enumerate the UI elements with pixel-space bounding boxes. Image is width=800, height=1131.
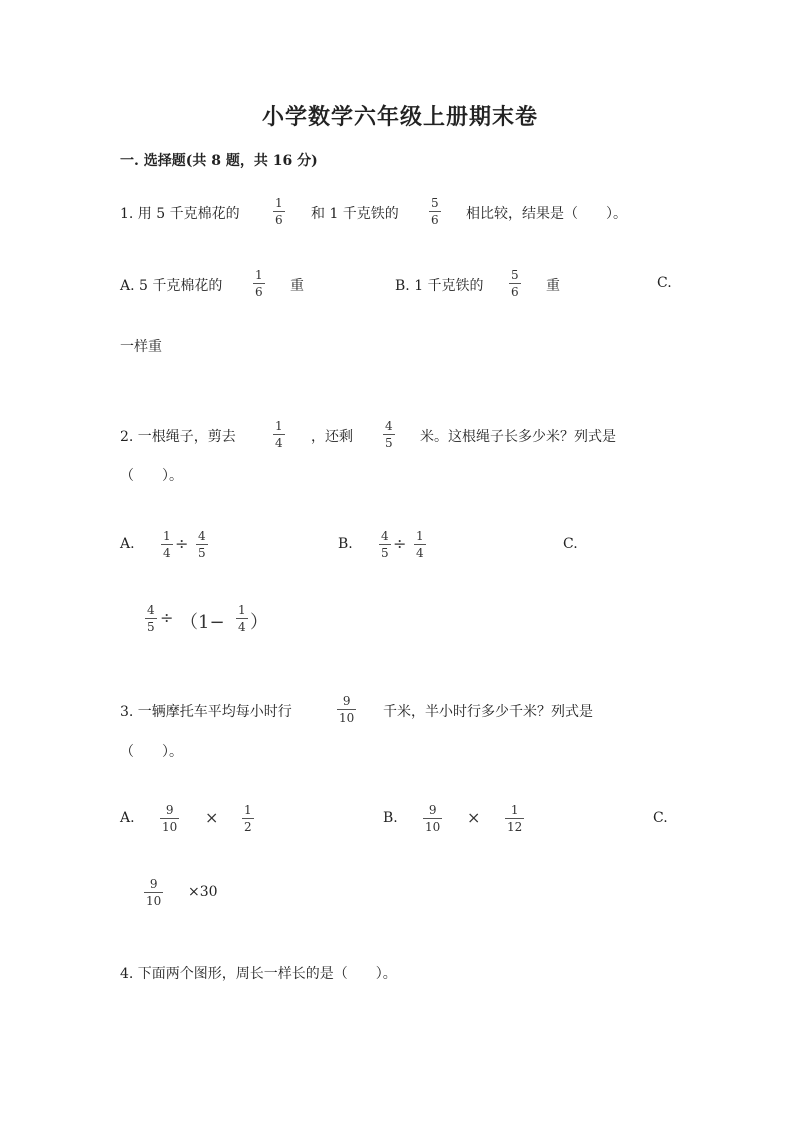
- denominator: 6: [275, 213, 283, 227]
- q1-fraction-1: [273, 197, 285, 226]
- numerator: 4: [385, 419, 393, 433]
- q2-option-a-operator: ÷: [175, 534, 189, 553]
- q3-option-a-operator: ×: [205, 808, 219, 827]
- q2-option-b-label: B.: [338, 536, 353, 552]
- q3-fraction-1: [337, 695, 356, 724]
- numerator: 1: [416, 529, 424, 543]
- denominator: 12: [507, 820, 523, 834]
- q1-text-part2: 和 1 千克铁的: [311, 206, 399, 222]
- q1-option-c-text: 一样重: [120, 339, 162, 355]
- q3-option-a-fraction-1: [160, 804, 179, 833]
- q1-text-part3: 相比较，结果是（ ）。: [466, 206, 627, 222]
- denominator: 5: [385, 436, 393, 450]
- q2-option-a-label: A.: [120, 536, 135, 552]
- q3-option-c-fraction: [144, 878, 163, 907]
- q1-option-a-tail: 重: [290, 278, 304, 294]
- denominator: 4: [163, 546, 171, 560]
- q3-option-c-tail: ×30: [188, 884, 218, 900]
- q2-option-b-fraction-2: [414, 530, 426, 559]
- numerator: 4: [147, 603, 155, 617]
- page-title: 小学数学六年级上册期末卷: [261, 104, 538, 130]
- q2-option-c-label: C.: [563, 536, 578, 552]
- q2-option-b-operator: ÷: [393, 534, 407, 553]
- denominator: 5: [381, 546, 389, 560]
- numerator: 4: [198, 529, 206, 543]
- q3-option-a-fraction-2: [242, 804, 254, 833]
- q2-fraction-2: [383, 420, 395, 449]
- denominator: 10: [162, 820, 178, 834]
- q3-option-b-operator: ×: [467, 808, 481, 827]
- q2-text-part3: 米。这根绳子长多少米？列式是: [420, 429, 616, 445]
- numerator: 9: [428, 803, 437, 817]
- numerator: 1: [275, 196, 283, 210]
- numerator: 5: [511, 268, 519, 282]
- denominator: 5: [198, 546, 206, 560]
- q3-text-part1: 3. 一辆摩托车平均每小时行: [120, 704, 292, 720]
- q2-text-part2: ，还剩: [311, 429, 353, 445]
- q2-option-c-fraction-2: [236, 604, 248, 633]
- q2-option-a-fraction-1: [161, 530, 173, 559]
- q2-text-part4: （ ）。: [120, 468, 183, 484]
- section-header: 一. 选择题(共 8 题，共 16 分): [120, 153, 318, 169]
- q3-option-b-label: B.: [383, 810, 398, 826]
- denominator: 4: [275, 436, 283, 450]
- denominator: 6: [431, 213, 439, 227]
- numerator: 4: [381, 529, 389, 543]
- numerator: 1: [275, 419, 283, 433]
- q1-option-c-label: C.: [657, 275, 672, 291]
- numerator: 1: [244, 803, 252, 817]
- q2-option-a-fraction-2: [196, 530, 208, 559]
- q2-option-c-open-paren: （1−: [180, 612, 225, 633]
- denominator: 10: [339, 711, 355, 725]
- denominator: 10: [425, 820, 441, 834]
- numerator: 9: [149, 877, 158, 891]
- q1-option-b-label: B. 1 千克铁的: [395, 278, 484, 294]
- numerator: 1: [238, 603, 246, 617]
- q3-option-b-fraction-1: [423, 804, 442, 833]
- q3-text-part2: 千米，半小时行多少千米？列式是: [383, 704, 593, 720]
- denominator: 5: [147, 620, 155, 634]
- numerator: 9: [342, 694, 351, 708]
- q2-fraction-1: [273, 420, 285, 449]
- q4-text: 4. 下面两个图形，周长一样长的是（ ）。: [120, 966, 397, 982]
- q1-option-b-fraction: [509, 269, 521, 298]
- q3-option-c-label: C.: [653, 810, 668, 826]
- denominator: 6: [255, 285, 263, 299]
- q2-text-part1: 2. 一根绳子，剪去: [120, 429, 236, 445]
- q2-option-c-operator: ÷: [160, 608, 174, 627]
- q3-text-part3: （ ）。: [120, 744, 183, 760]
- numerator: 5: [431, 196, 439, 210]
- numerator: 1: [163, 529, 171, 543]
- denominator: 6: [511, 285, 519, 299]
- q2-option-c-close-paren: ）: [250, 612, 268, 633]
- q2-option-b-fraction-1: [379, 530, 391, 559]
- denominator: 2: [244, 820, 252, 834]
- q2-option-c-fraction-1: [145, 604, 157, 633]
- q3-option-a-label: A.: [120, 810, 135, 826]
- q1-fraction-2: [429, 197, 441, 226]
- q3-option-b-fraction-2: [505, 804, 524, 833]
- q1-option-b-tail: 重: [546, 278, 560, 294]
- denominator: 10: [146, 894, 162, 908]
- denominator: 4: [416, 546, 424, 560]
- q1-text-part1: 1. 用 5 千克棉花的: [120, 206, 240, 222]
- numerator: 1: [510, 803, 519, 817]
- numerator: 9: [165, 803, 174, 817]
- q1-option-a-label: A. 5 千克棉花的: [120, 278, 223, 294]
- denominator: 4: [238, 620, 246, 634]
- q1-option-a-fraction: [253, 269, 265, 298]
- numerator: 1: [255, 268, 263, 282]
